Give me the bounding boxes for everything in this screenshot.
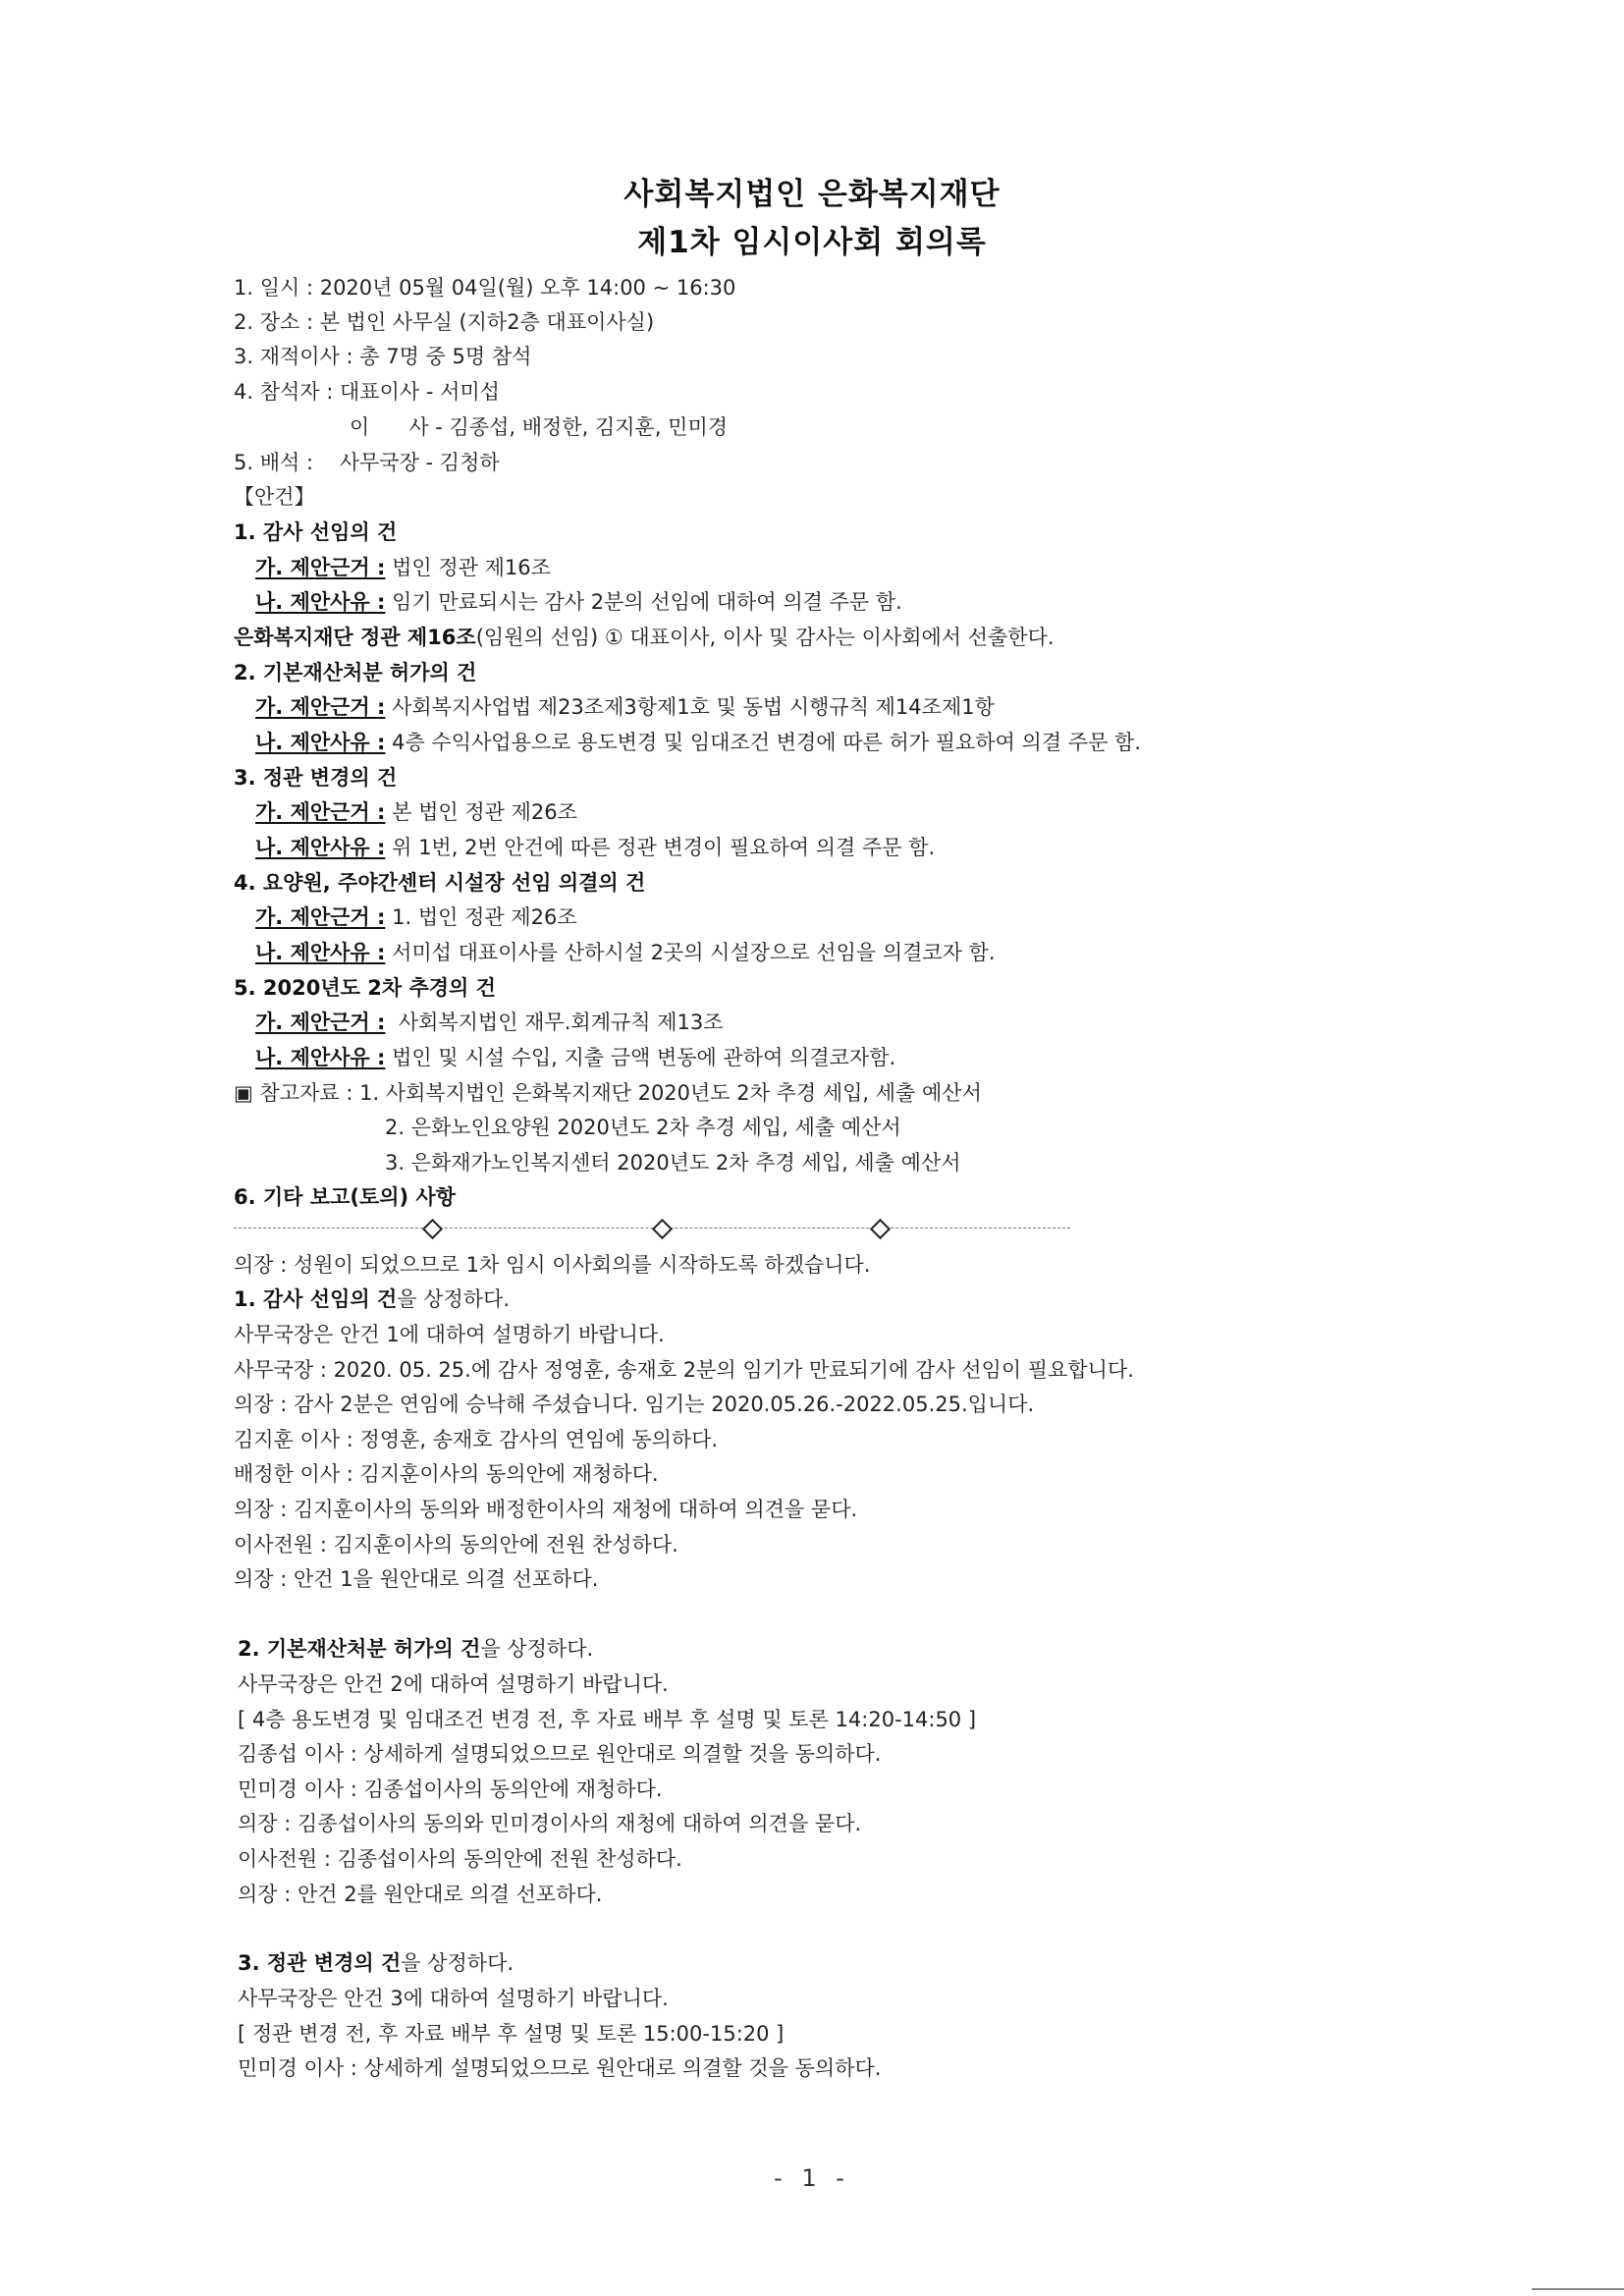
divider-diamond-icon bbox=[422, 1219, 443, 1239]
agenda-item-2-reason: 나. 제안사유 : 4층 수익사업용으로 용도변경 및 임대조건 변경에 따른 허가 필요하여 의결 주문 함. bbox=[255, 731, 1142, 754]
minutes-line: 민미경 이사 : 김종섭이사의 동의안에 재청하다. bbox=[238, 1777, 663, 1801]
page-number: - 1 - bbox=[774, 2164, 850, 2192]
agenda-item-3-title: 3. 정관 변경의 건 bbox=[234, 766, 398, 790]
reference-list-3: 3. 은화재가노인복지센터 2020년도 2차 추경 세입, 세출 예산서 bbox=[385, 1151, 961, 1175]
divider-diamond-icon bbox=[870, 1219, 891, 1239]
reference-list-2: 2. 은화노인요양원 2020년도 2차 추경 세입, 세출 예산서 bbox=[385, 1116, 901, 1139]
reference-list-1: ▣ 참고자료 : 1. 사회복지법인 은화복지재단 2020년도 2차 추경 세입, 세출 예산서 bbox=[234, 1081, 982, 1105]
agenda-item-4-reason: 나. 제안사유 : 서미섭 대표이사를 산하시설 2곳의 시설장으로 선임을 의결코자 함. bbox=[255, 941, 996, 964]
agenda-item-5-title: 5. 2020년도 2차 추경의 건 bbox=[234, 976, 496, 1000]
director-count: 3. 재적이사 : 총 7명 중 5명 참석 bbox=[234, 345, 532, 368]
minutes-line: 사무국장은 안건 2에 대하여 설명하기 바랍니다. bbox=[238, 1672, 669, 1696]
agenda-item-3-reason: 나. 제안사유 : 위 1번, 2번 안건에 따른 정관 변경이 필요하여 의결 주문 함. bbox=[255, 836, 936, 859]
agenda-item-4-title: 4. 요양원, 주야간센터 시설장 선임 의결의 건 bbox=[234, 871, 646, 895]
minutes-line: 의장 : 안건 1을 원안대로 의결 선포하다. bbox=[234, 1567, 599, 1591]
agenda-heading: 【안건】 bbox=[234, 485, 315, 509]
document-title: 제1차 임시이사회 회의록 bbox=[637, 225, 987, 260]
minutes-line: 사무국장은 안건 1에 대하여 설명하기 바랍니다. bbox=[234, 1323, 665, 1346]
minutes-line: 의장 : 안건 2를 원안대로 의결 선포하다. bbox=[238, 1883, 603, 1906]
minutes-line: 의장 : 김종섭이사의 동의와 민미경이사의 재청에 대하여 의견을 묻다. bbox=[238, 1812, 862, 1835]
agenda-item-1-note: 은화복지재단 정관 제16조(임원의 선임) ① 대표이사, 이사 및 감사는 이사회에서 선출한다. bbox=[234, 626, 1055, 649]
agenda-item-1-reason: 나. 제안사유 : 임기 만료되시는 감사 2분의 선임에 대하여 의결 주문 함. bbox=[255, 590, 902, 614]
agenda-item-6-title: 6. 기타 보고(토의) 사항 bbox=[234, 1185, 457, 1209]
agenda-item-2-basis: 가. 제안근거 : 사회복지사업법 제23조제3항제1호 및 동법 시행규칙 제14조제1항 bbox=[255, 695, 995, 719]
present-staff: 5. 배석 : 사무국장 - 김청하 bbox=[234, 451, 500, 474]
minutes-line: 김지훈 이사 : 정영훈, 송재호 감사의 연임에 동의하다. bbox=[234, 1428, 719, 1451]
minutes-line: 사무국장은 안건 3에 대하여 설명하기 바랍니다. bbox=[238, 1987, 669, 2010]
minutes-line: 배정한 이사 : 김지훈이사의 동의안에 재청하다. bbox=[234, 1462, 659, 1486]
agenda-item-4-basis: 가. 제안근거 : 1. 법인 정관 제26조 bbox=[255, 905, 577, 929]
minutes-item-2-heading: 2. 기본재산처분 허가의 건을 상정하다. bbox=[238, 1637, 594, 1661]
agenda-item-3-basis: 가. 제안근거 : 본 법인 정관 제26조 bbox=[255, 800, 577, 824]
meeting-date: 1. 일시 : 2020년 05월 04일(월) 오후 14:00 ~ 16:30 bbox=[234, 276, 736, 300]
minutes-item-1-heading: 1. 감사 선임의 건을 상정하다. bbox=[234, 1287, 511, 1311]
agenda-item-5-basis: 가. 제안근거 : 사회복지법인 재무.회계규칙 제13조 bbox=[255, 1011, 724, 1034]
agenda-item-5-reason: 나. 제안사유 : 법인 및 시설 수입, 지출 금액 변동에 관하여 의결코자함. bbox=[255, 1046, 896, 1069]
minutes-line: 사무국장 : 2020. 05. 25.에 감사 정영훈, 송재호 2분의 임기가 만료되기에 감사 선임이 필요합니다. bbox=[234, 1358, 1134, 1382]
minutes-line: [ 정관 변경 전, 후 자료 배부 후 설명 및 토론 15:00-15:20 ] bbox=[238, 2022, 785, 2046]
minutes-line: 민미경 이사 : 상세하게 설명되었으므로 원안대로 의결할 것을 동의하다. bbox=[238, 2056, 882, 2080]
attendees-ceo: 4. 참석자 : 대표이사 - 서미섭 bbox=[234, 380, 500, 404]
org-title: 사회복지법인 은화복지재단 bbox=[623, 177, 1001, 212]
scan-edge-line bbox=[1532, 2288, 1624, 2290]
minutes-line: 의장 : 김지훈이사의 동의와 배정한이사의 재청에 대하여 의견을 묻다. bbox=[234, 1498, 858, 1521]
divider-diamond-icon bbox=[652, 1219, 673, 1239]
minutes-opening: 의장 : 성원이 되었으므로 1차 임시 이사회의를 시작하도록 하겠습니다. bbox=[234, 1253, 871, 1277]
attendees-directors: 이 사 - 김종섭, 배정한, 김지훈, 민미경 bbox=[350, 415, 729, 439]
agenda-item-1-basis: 가. 제안근거 : 법인 정관 제16조 bbox=[255, 556, 551, 579]
minutes-line: 의장 : 감사 2분은 연임에 승낙해 주셨습니다. 임기는 2020.05.26.-2022.05.25.입니다. bbox=[234, 1393, 1035, 1416]
minutes-item-3-heading: 3. 정관 변경의 건을 상정하다. bbox=[238, 1951, 514, 1975]
agenda-item-1-title: 1. 감사 선임의 건 bbox=[234, 520, 398, 544]
meeting-place: 2. 장소 : 본 법인 사무실 (지하2층 대표이사실) bbox=[234, 310, 655, 334]
minutes-line: 김종섭 이사 : 상세하게 설명되었으므로 원안대로 의결할 것을 동의하다. bbox=[238, 1742, 882, 1766]
minutes-line: [ 4층 용도변경 및 임대조건 변경 전, 후 자료 배부 후 설명 및 토론 14:20-14:50 ] bbox=[238, 1708, 977, 1731]
agenda-item-2-title: 2. 기본재산처분 허가의 건 bbox=[234, 661, 477, 684]
minutes-line: 이사전원 : 김지훈이사의 동의안에 전원 찬성하다. bbox=[234, 1533, 678, 1557]
minutes-line: 이사전원 : 김종섭이사의 동의안에 전원 찬성하다. bbox=[238, 1847, 682, 1871]
